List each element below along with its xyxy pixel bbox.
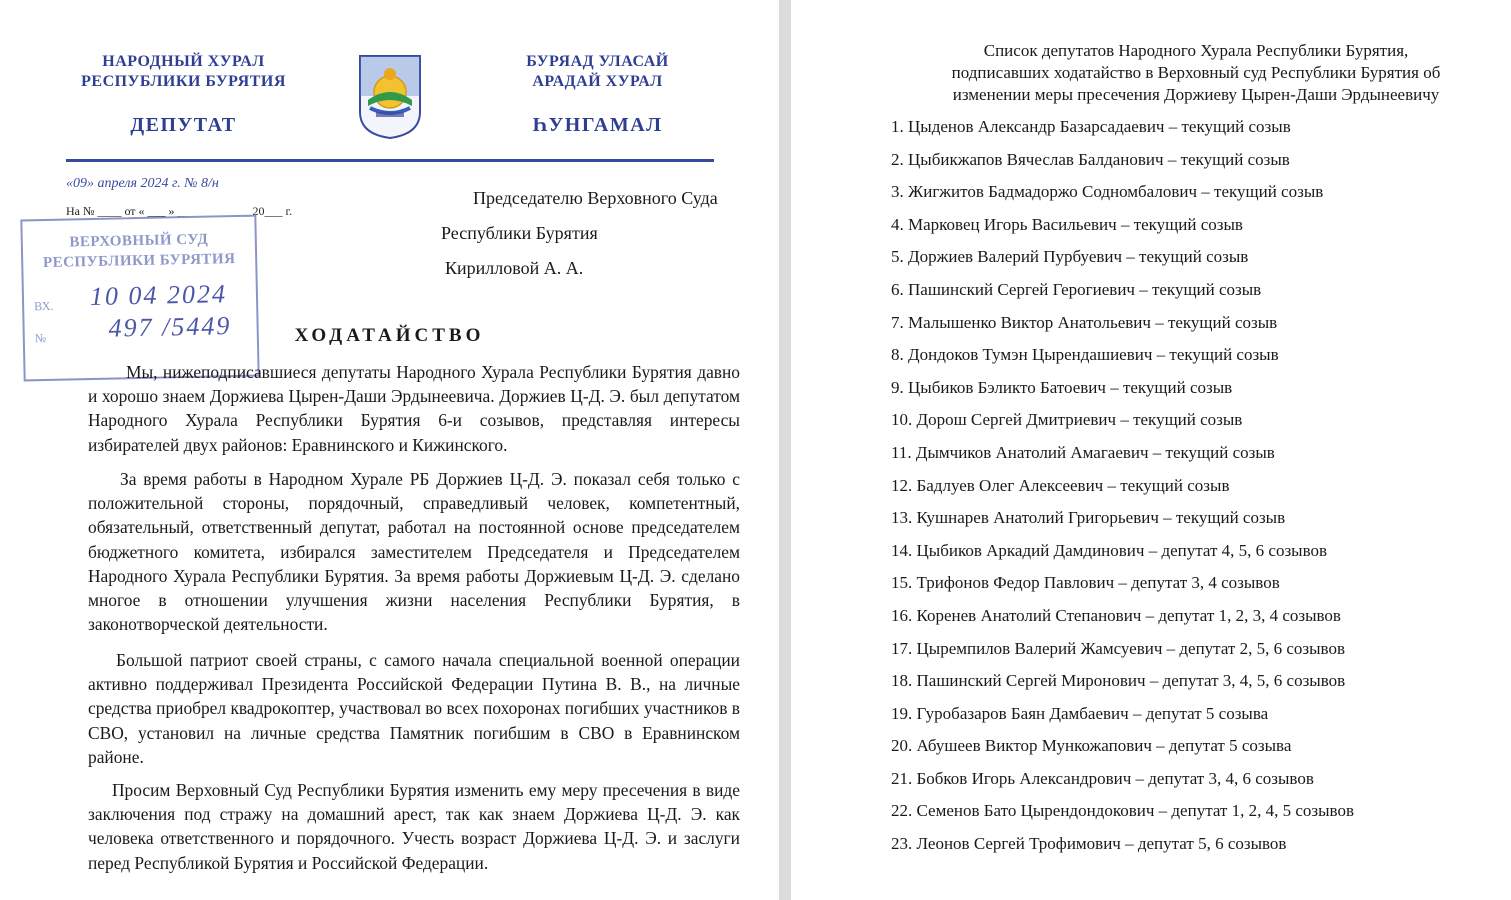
list-item: 2. Цыбикжапов Вячеслав Балданович – текущий созыв — [891, 149, 1290, 169]
list-item: 5. Доржиев Валерий Пурбуевич – текущий созыв — [891, 247, 1249, 267]
list-item: 7. Малышенко Виктор Анатольевич – текущий созыв — [891, 312, 1278, 332]
outgoing-reference: На № ____ от « ___ » ____________ 20___ г. — [66, 204, 293, 218]
list-item: 22. Семенов Бато Цырендондокович – депутат 1, 2, 4, 5 созывов — [891, 801, 1354, 821]
stamp-number: 497 /5449 — [108, 311, 232, 343]
paragraph-1: Мы, нижеподписавшиеся депутаты Народного Хурала Республики Бурятия давно и хорошо знаем Доржиева Цырен-Даши Эрдынеевича. Доржиев Ц-Д. Э. был депутатом Народного Хурала Республики Бурятия 6-и созывов, представляя интересы избирателей двух районов: Еравнинского и Кижинского. — [88, 362, 740, 455]
list-title — [901, 40, 1491, 106]
list-item: 21. Бобков Игорь Александрович – депутат 3, 4, 6 созывов — [891, 768, 1314, 788]
list-item: 3. Жигжитов Бадмадоржо Содномбалович – текущий созыв — [891, 182, 1324, 202]
stamp-line2: РЕСПУБЛИКИ БУРЯТИЯ — [42, 250, 236, 272]
list-item: 20. Абушеев Виктор Мункожапович – депутат 5 созыва — [891, 736, 1292, 756]
paragraph-3: Большой патриот своей страны, с самого начала специальной военной операции активно поддерживал Президента Российской Федерации Путина В. В., на личные средства приобрел квадрокоптер, участвовал во всех похоронах погибших участников в СВО, установил на личные средства Памятник погибшим в СВО в Еравнинском районе. — [88, 650, 740, 767]
document-title: ХОДАТАЙСТВО — [294, 325, 485, 346]
list-item: 4. Марковец Игорь Васильевич – текущий созыв — [891, 214, 1243, 234]
list-item: 8. Дондоков Тумэн Цырендашиевич – текущий созыв — [891, 345, 1279, 365]
list-item: 1. Цыденов Александр Базарсадаевич – текущий созыв — [891, 117, 1291, 136]
addressee-line1: Председателю Верховного Суда — [473, 188, 718, 208]
coat-of-arms-icon — [356, 54, 424, 140]
letterhead-right-line2: АРАДАЙ ХУРАЛ — [532, 73, 663, 90]
stamp-no-label: № — [34, 330, 47, 346]
list-item: 12. Бадлуев Олег Алексеевич – текущий созыв — [891, 475, 1230, 495]
letterhead-right — [485, 52, 710, 137]
outgoing-date: «09» апреля 2024 г. № 8/н — [66, 176, 219, 191]
paragraph-2: За время работы в Народном Хурале РБ Доржиев Ц-Д. Э. показал себя только с положительной стороны, порядочный, справедливый человек, компетентный, обязательный, ответственный депутат, работал на постоянной основе председателем бюджетного комитета, избирался заместителем Председателя и Председателем Народного Хурала Республики Бурятия. За время работы Доржиевым Ц-Д. Э. сделано многое в отношении улучшения жизни населения Республики Бурятия, в законотворческой деятельности. — [88, 469, 740, 635]
list-item: 19. Гуробазаров Баян Дамбаевич – депутат 5 созыва — [891, 703, 1269, 723]
addressee-line3: Кирилловой А. А. — [445, 258, 584, 278]
list-item: 16. Коренев Анатолий Степанович – депутат 1, 2, 3, 4 созывов — [891, 605, 1341, 625]
letterhead-left-line2: РЕСПУБЛИКИ БУРЯТИЯ — [81, 73, 286, 90]
list-item: 18. Пашинский Сергей Миронович – депутат 3, 4, 5, 6 созывов — [891, 671, 1346, 691]
deputies-list — [891, 115, 1491, 865]
list-item: 6. Пашинский Сергей Герогиевич – текущий созыв — [891, 279, 1262, 299]
letterhead-left-line1: НАРОДНЫЙ ХУРАЛ — [102, 53, 265, 70]
list-item: 10. Дорош Сергей Дмитриевич – текущий созыв — [891, 410, 1243, 430]
list-title-line2: подписавших ходатайство в Верховный суд Республики Бурятия об — [951, 63, 1441, 82]
addressee-line2: Республики Бурятия — [441, 223, 598, 243]
list-item: 11. Дымчиков Анатолий Амагаевич – текущий созыв — [891, 442, 1275, 462]
list-item: 13. Кушнарев Анатолий Григорьевич – текущий созыв — [891, 508, 1286, 528]
stamp-vhod-label: ВХ. — [34, 298, 54, 314]
paragraph-4: Просим Верховный Суд Республики Бурятия изменить ему меру пресечения в виде заключения под стражу на домашний арест, так как знаем Доржиева Ц-Д. Э. как человека ответственного и порядочного. Учесть возраст Доржиева Ц-Д. Э. и заслуги перед Республикой Бурятия и Российской Федерации. — [88, 780, 740, 873]
list-title-line1: Список депутатов Народного Хурала Республики Бурятия, — [983, 41, 1409, 60]
letterhead-right-title: ҺУНГАМАЛ — [532, 114, 663, 136]
court-registration-stamp — [20, 215, 259, 382]
list-item: 9. Цыбиков Бэликто Батоевич – текущий созыв — [891, 377, 1233, 397]
list-item: 14. Цыбиков Аркадий Дамдинович – депутат 4, 5, 6 созывов — [891, 540, 1328, 560]
list-item: 17. Цыремпилов Валерий Жамсуевич – депутат 2, 5, 6 созывов — [891, 638, 1345, 658]
stamp-date: 10 04 2024 — [89, 279, 228, 312]
list-item: 23. Леонов Сергей Трофимович – депутат 5, 6 созывов — [891, 834, 1287, 854]
stamp-line1: ВЕРХОВНЫЙ СУД — [69, 231, 209, 251]
list-item: 15. Трифонов Федор Павлович – депутат 3, 4 созывов — [891, 573, 1280, 593]
letterhead-right-line1: БУРЯАД УЛАСАЙ — [526, 53, 669, 70]
list-title-line3: изменении меры пресечения Доржиеву Цырен-Даши Эрдынеевичу — [952, 85, 1440, 104]
letterhead-left — [66, 52, 301, 137]
deputies-list-page — [791, 0, 1511, 900]
letterhead-divider — [66, 159, 714, 162]
letterhead-left-title: ДЕПУТАТ — [130, 114, 237, 136]
